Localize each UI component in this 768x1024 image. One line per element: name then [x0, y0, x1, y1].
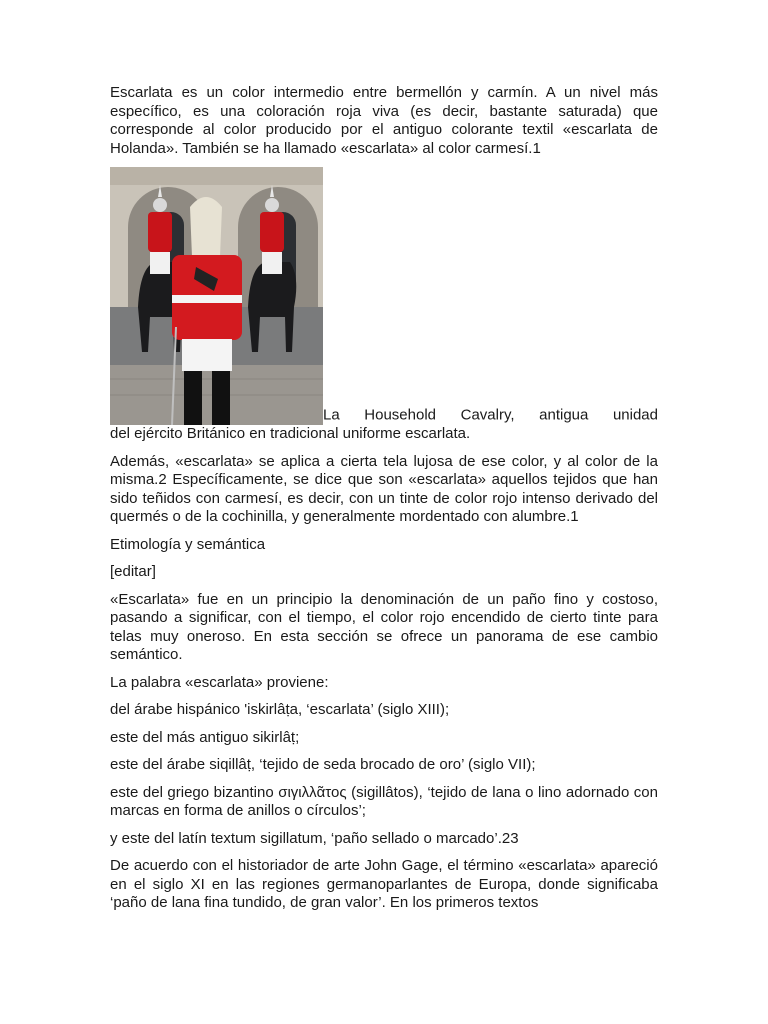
document-body — [110, 84, 658, 922]
household-cavalry-photo — [110, 167, 323, 425]
paragraph-tela: Además, «escarlata» se aplica a cierta tela lujosa de ese color, y al color de la misma.2 Específicamente, se dice que son «escarlata» aquellos tejidos que han sido teñidos con carmesí, es decir, con un tinte de color rojo intenso derivado del quermés o de la cochinilla, y generalmente mordentado con alumbre.1 — [110, 452, 658, 525]
etymology-step-3: este del árabe siqillâṭ, ‘tejido de seda brocado de oro’ (siglo VII); — [110, 756, 536, 773]
paragraph-semantics: «Escarlata» fue en un principio la denominación de un paño fino y costoso, pasando a significar, con el tiempo, el color rojo encendido de cierto tinte para telas muy oneroso. En esta sección se ofrece un panorama de ese cambio semántico. — [110, 590, 658, 663]
paragraph-origin-intro: La palabra «escarlata» proviene: — [110, 673, 329, 691]
etymology-step-2: este del más antiguo sikirlâṭ; — [110, 728, 300, 746]
paragraph-gage: De acuerdo con el historiador de arte John Gage, el término «escarlata» apareció en el siglo XI en las regiones germanoparlantes de Europa, donde significaba ‘paño de lana fina tundido, de gran valor’. En los primeros textos — [110, 857, 658, 911]
photo-caption-line2: del ejército Británico en tradicional uniforme escarlata. — [110, 425, 471, 442]
edit-link[interactable]: [editar] — [110, 563, 156, 580]
figure-with-caption — [110, 167, 658, 425]
etymology-step-5: y este del latín textum sigillatum, ‘paño sellado o marcado’.23 — [110, 829, 519, 847]
photo-caption-line1: La Household Cavalry, antigua unidad — [323, 406, 658, 424]
paragraph-intro: Escarlata es un color intermedio entre bermellón y carmín. A un nivel más específico, es una coloración roja viva (es decir, bastante saturada) que corresponde al color producido por el antiguo colorante textil «escarlata de Holanda». También se ha llamado «escarlata» al color carmesí.1 — [110, 84, 658, 157]
etymology-step-1: del árabe hispánico 'iskirlâṭa, ‘escarlata’ (siglo XIII); — [110, 701, 450, 718]
etymology-step-4: este del griego bizantino σιγιλλᾶτος (sigillâtos), ‘tejido de lana o lino adornado con marcas en forma de anillos o círculos’; — [110, 783, 658, 819]
section-heading: Etimología y semántica — [110, 535, 266, 553]
